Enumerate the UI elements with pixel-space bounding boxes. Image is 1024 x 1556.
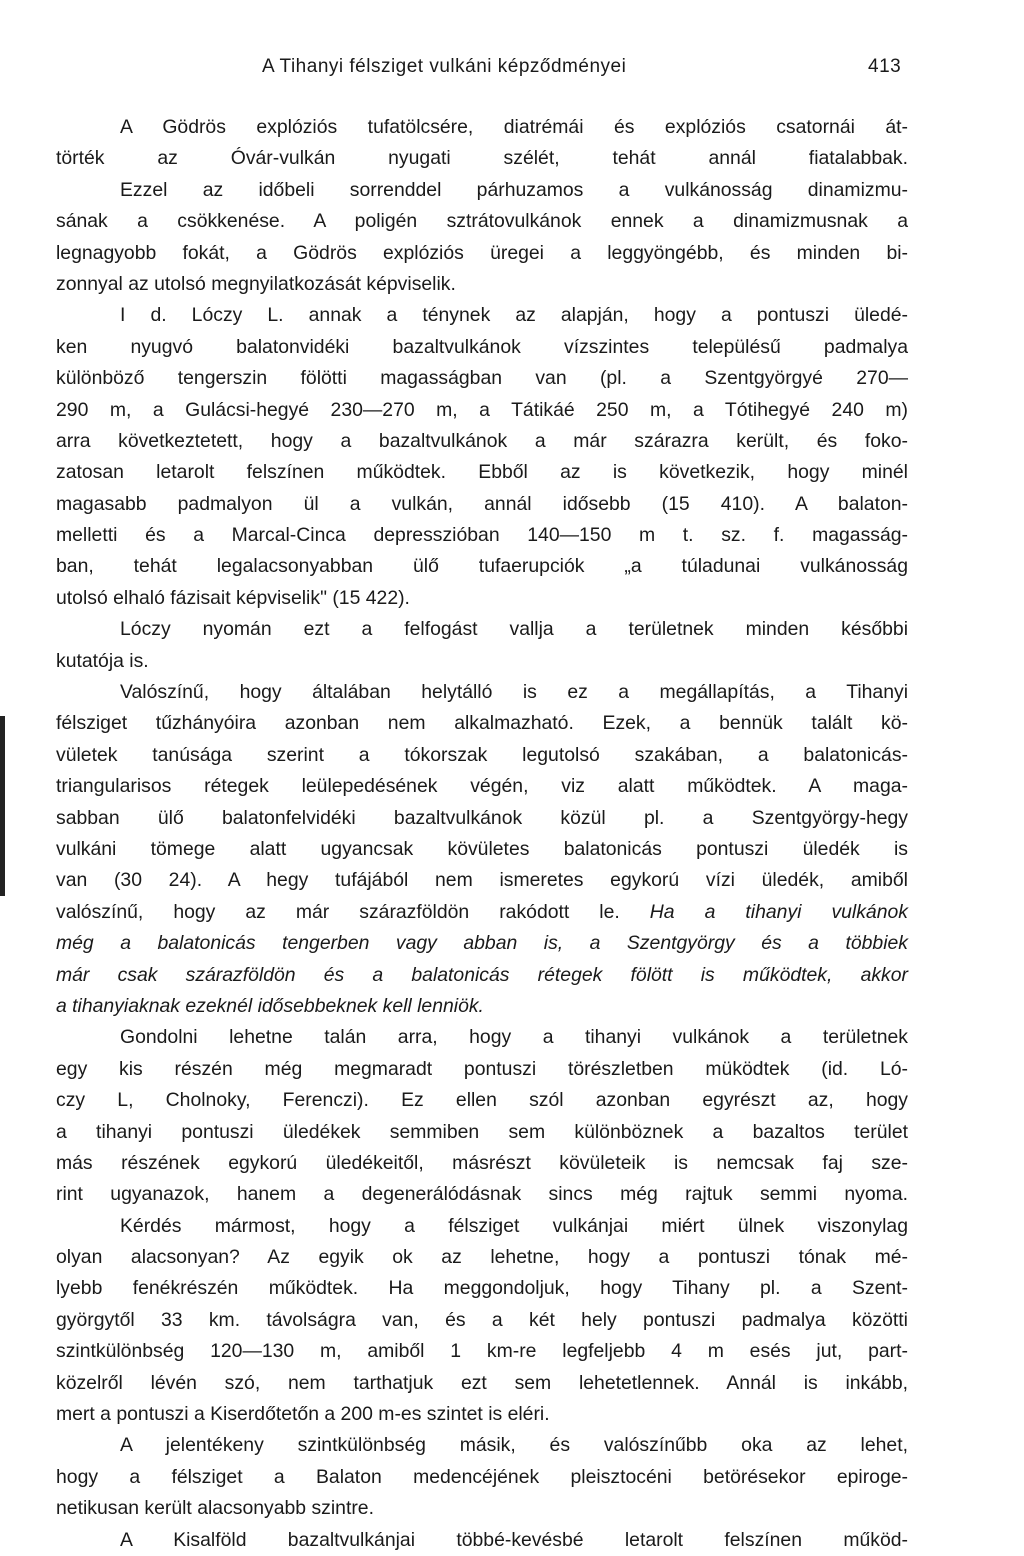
text-line: györgytől 33 km. távolságra van, és a két hely pontuszi padmalya közötti <box>56 1308 908 1331</box>
text-line: melletti és a Marcal-Cinca depresszióban 140—150 m t. sz. f. magasság- <box>56 524 908 547</box>
page-number: 413 <box>868 56 902 77</box>
text-line: sabban ülő balatonfelvidéki bazaltvulkánok közül pl. a Szentgyörgy-hegy <box>56 806 908 829</box>
text-line: Gondolni lehetne talán arra, hogy a tihanyi vulkánok a területnek <box>120 1026 908 1049</box>
text-line: 290 m, a Gulácsi-hegyé 230—270 m, a Tátikáé 250 m, a Tótihegyé 240 m) <box>56 398 908 421</box>
text-line: vületek tanúsága szerint a tókorszak legutolsó szakában, a balatonicás- <box>56 743 908 766</box>
text-line: A Kisalföld bazaltvulkánjai többé-kevésbé letarolt felszínen működ- <box>120 1528 908 1551</box>
text-line: vulkáni tömege alatt ugyancsak kövületes balatonicás pontuszi üledék is <box>56 837 908 860</box>
text-line: Lóczy nyomán ezt a felfogást vallja a területnek minden későbbi <box>120 618 908 641</box>
running-header <box>0 56 1024 88</box>
text-line: közelről lévén szó, nem tarthatjuk ezt sem lehetetlennek. Annál is inkább, <box>56 1371 908 1394</box>
text-line: mert a pontuszi a Kiserdőtetőn a 200 m-es szintet is eléri. <box>56 1403 550 1426</box>
text-line: a tihanyiaknak ezeknél idősebbeknek kell lenniök. <box>56 994 484 1017</box>
text-line: netikusan került alacsonyabb szintre. <box>56 1497 374 1520</box>
text-line: I d. Lóczy L. annak a ténynek az alapján, hogy a pontuszi üledé- <box>120 304 908 327</box>
text-line: valószínű, hogy az már szárazföldön rakódott le. Ha a tihanyi vulkánok <box>56 900 908 923</box>
text-line: rint ugyanazok, hanem a degenerálódásnak sincs még rajtuk semmi nyoma. <box>56 1183 908 1206</box>
text-line: zonnyal az utolsó megnyilatkozását képviselik. <box>56 272 456 295</box>
text-line: utolsó elhaló fázisait képviselik" (15 422). <box>56 586 410 609</box>
body-text <box>56 112 908 1556</box>
text-line: A jelentékeny szintkülönbség másik, és valószínűbb oka az lehet, <box>120 1434 908 1457</box>
text-line: magasabb padmalyon ül a vulkán, annál idősebb (15 410). A balaton- <box>56 492 908 515</box>
text-line: zatosan letarolt felszínen működtek. Ebből az is következik, hogy minél <box>56 461 908 484</box>
text-line: ban, tehát legalacsonyabban ülő tufaerupciók „a túladunai vulkánosság <box>56 555 908 578</box>
text-line: legnagyobb fokát, a Gödrös explóziós üregei a leggyöngébb, és minden bi- <box>56 241 908 264</box>
text-line: különböző tengerszin fölötti magasságban van (pl. a Szentgyörgyé 270— <box>56 367 908 390</box>
text-line: egy kis részén még megmaradt pontuszi törészletben müködtek (id. Ló- <box>56 1057 908 1080</box>
text-line: A Gödrös explóziós tufatölcsére, diatrémái és explóziós csatornái át- <box>120 116 908 138</box>
text-line: még a balatonicás tengerben vagy abban is, a Szentgyörgy és a többiek <box>56 932 908 955</box>
text-line: kutatója is. <box>56 649 149 672</box>
text-line: Ezzel az időbeli sorrenddel párhuzamos a vulkánosság dinamizmu- <box>120 178 908 201</box>
text-line: sának a csökkenése. A poligén sztrátovulkánok ennek a dinamizmusnak a <box>56 210 908 233</box>
running-title: A Tihanyi félsziget vulkáni képződményei <box>262 56 627 77</box>
text-line: hogy a félsziget a Balaton medencéjének pleisztocéni betörésekor epiroge- <box>56 1465 908 1488</box>
margin-scan-rule <box>0 716 5 896</box>
text-line: czy L, Cholnoky, Ferenczi). Ez ellen szól azonban egyrészt az, hogy <box>56 1089 908 1112</box>
text-line: a tihanyi pontuszi üledékek semmiben sem különböznek a bazaltos terület <box>56 1120 908 1143</box>
text-line: olyan alacsonyan? Az egyik ok az lehetne, hogy a pontuszi tónak mé- <box>56 1246 908 1269</box>
text-line: van (30 24). A hegy tufájából nem ismeretes egykorú vízi üledék, amiből <box>56 869 908 892</box>
text-line: törték az Óvár-vulkán nyugati szélét, tehát annál fiatalabbak. <box>56 147 908 170</box>
text-line: már csak szárazföldön és a balatonicás rétegek fölött is működtek, akkor <box>56 963 908 986</box>
text-line: lyebb fenékrészén működtek. Ha meggondoljuk, hogy Tihany pl. a Szent- <box>56 1277 908 1300</box>
text-line: ken nyugvó balatonvidéki bazaltvulkánok vízszintes településű padmalya <box>56 335 908 358</box>
text-line: más részének egykorú üledékeitől, másrészt kövületeik is nemcsak faj sze- <box>56 1151 908 1174</box>
text-line: Valószínű, hogy általában helytálló is ez a megállapítás, a Tihanyi <box>120 681 908 704</box>
text-line: arra következtetett, hogy a bazaltvulkánok a már szárazra került, és foko- <box>56 429 908 452</box>
text-line: Kérdés mármost, hogy a félsziget vulkánjai miért ülnek viszonylag <box>120 1214 908 1237</box>
text-line: triangularisos rétegek leülepedésének végén, viz alatt működtek. A maga- <box>56 775 908 798</box>
text-line: félsziget tűzhányóira azonban nem alkalmazható. Ezek, a bennük talált kö- <box>56 712 908 735</box>
text-line: szintkülönbség 120—130 m, amiből 1 km-re legfeljebb 4 m esés jut, part- <box>56 1340 908 1363</box>
